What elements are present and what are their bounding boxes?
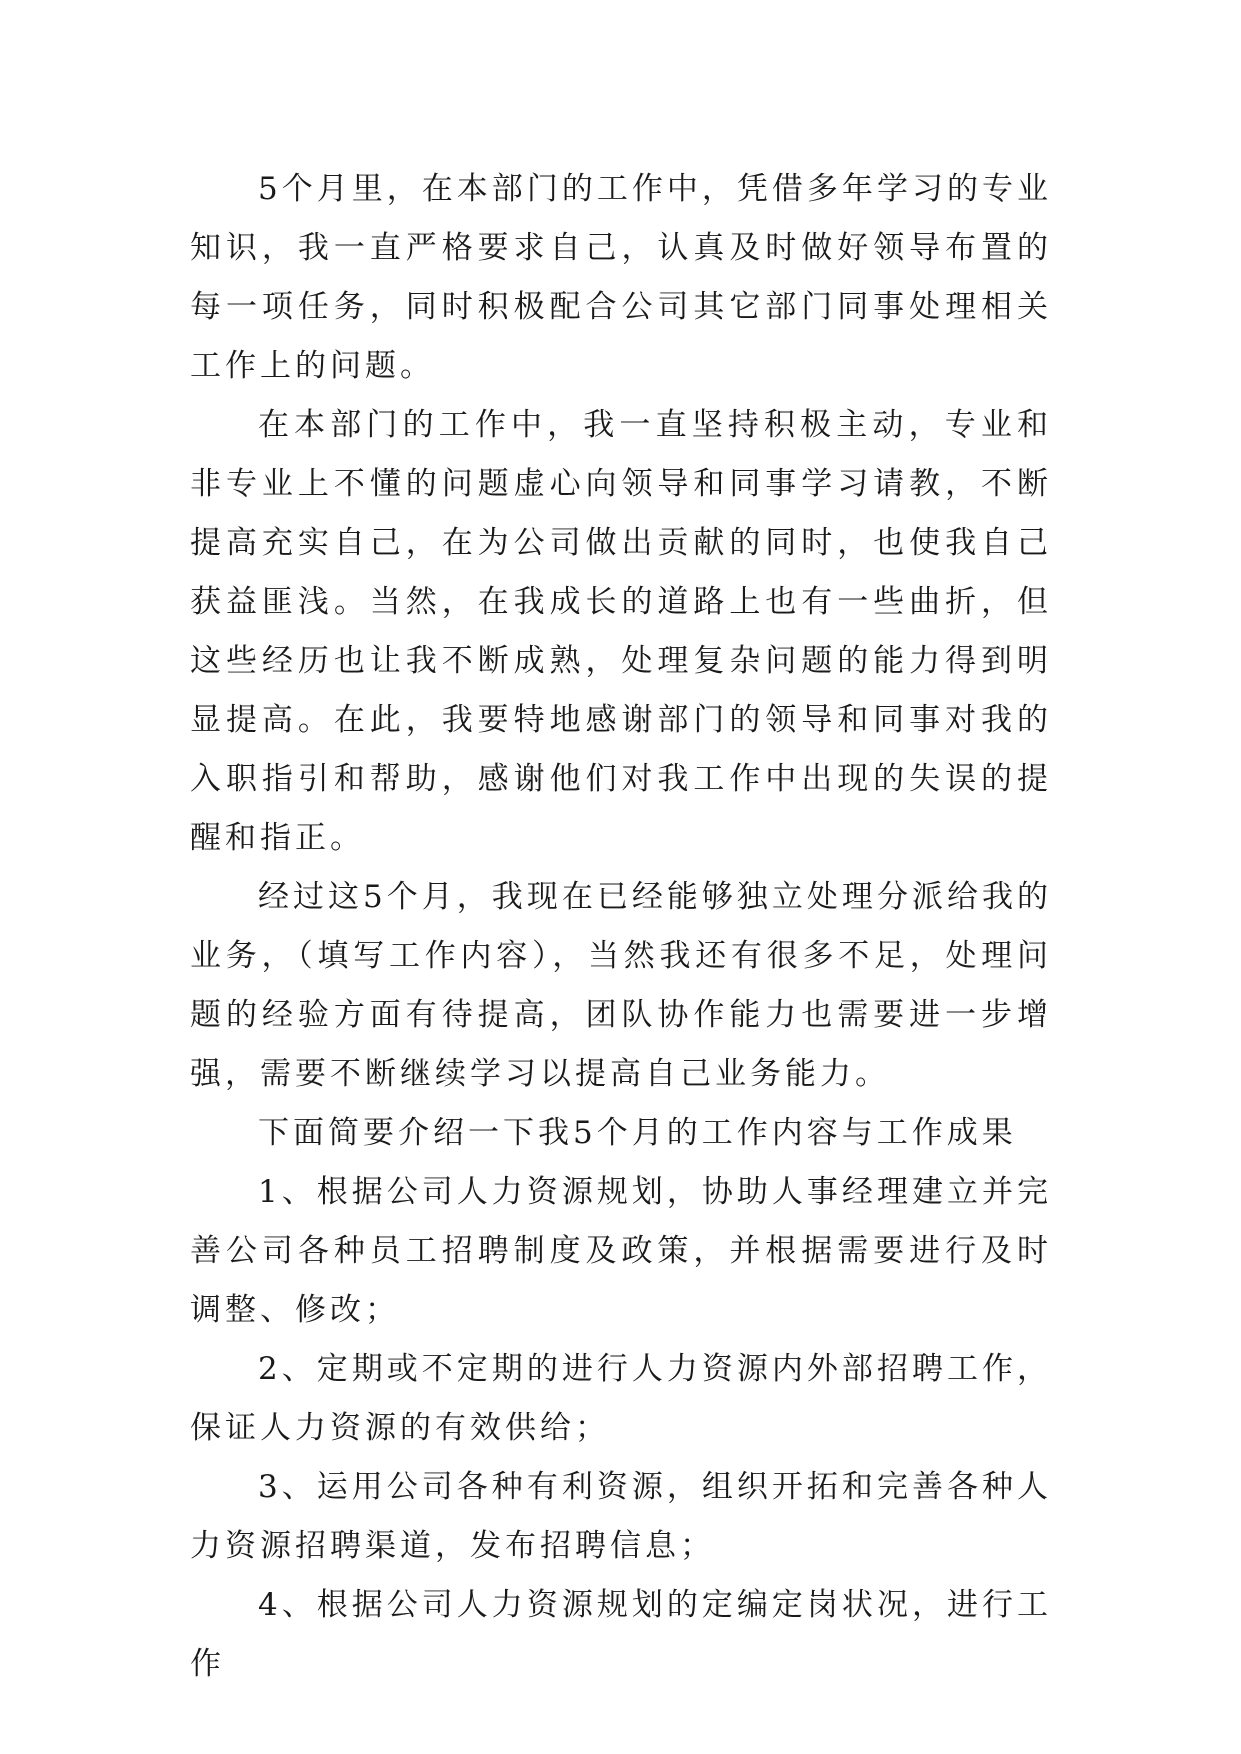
paragraph: 5个月里，在本部门的工作中，凭借多年学习的专业知识，我一直严格要求自己，认真及时做好领导布置的每一项任务，同时积极配合公司其它部门同事处理相关工作上的问题。 [190,171,1052,384]
list-item: 3、运用公司各种有利资源，组织开拓和完善各种人力资源招聘渠道，发布招聘信息； [190,1469,1052,1564]
list-item: 2、定期或不定期的进行人力资源内外部招聘工作，保证人力资源的有效供给； [190,1351,1052,1446]
paragraph: 在本部门的工作中，我一直坚持积极主动，专业和非专业上不懂的问题虚心向领导和同事学习请教，不断提高充实自己，在为公司做出贡献的同时，也使我自己获益匪浅。当然，在我成长的道路上也有一些曲折，但这些经历也让我不断成熟，处理复杂问题的能力得到明显提高。在此，我要特地感谢部门的领导和同事对我的入职指引和帮助，感谢他们对我工作中出现的失误的提醒和指正。 [190,407,1052,856]
paragraph: 经过这5个月，我现在已经能够独立处理分派给我的业务，（填写工作内容），当然我还有很多不足，处理问题的经验方面有待提高，团队协作能力也需要进一步增强，需要不断继续学习以提高自己业务能力。 [190,879,1052,1092]
paragraph: 下面简要介绍一下我5个月的工作内容与工作成果 [258,1115,1017,1151]
list-item: 1、根据公司人力资源规划，协助人事经理建立并完善公司各种员工招聘制度及政策，并根据需要进行及时调整、修改； [190,1174,1052,1328]
document-body [190,160,1052,1694]
list-item: 4、根据公司人力资源规划的定编定岗状况，进行工作 [190,1587,1052,1682]
